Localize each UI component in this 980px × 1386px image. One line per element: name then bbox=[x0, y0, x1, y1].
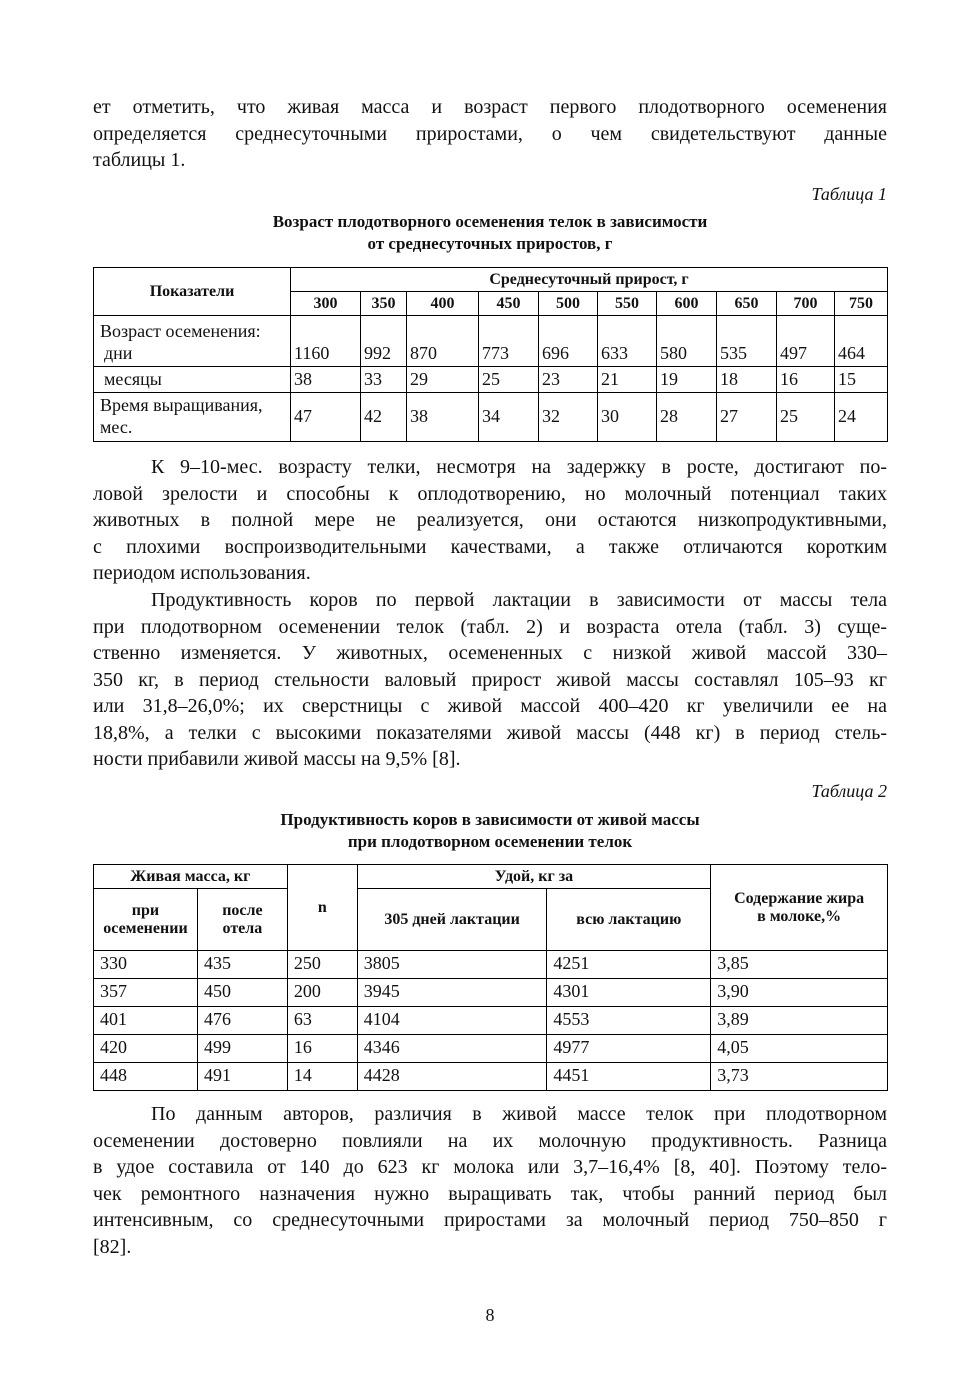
header-line: отела bbox=[222, 919, 263, 937]
cell: 24 bbox=[835, 393, 888, 442]
cell: 23 bbox=[539, 367, 598, 393]
cell: 464 bbox=[835, 316, 888, 367]
table1-caption: Таблица 1 bbox=[811, 184, 887, 204]
cell: 535 bbox=[717, 316, 777, 367]
paragraph-3 bbox=[93, 587, 887, 773]
cell: 4,05 bbox=[711, 1035, 888, 1063]
cell: 30 bbox=[598, 393, 657, 442]
cell: 3945 bbox=[357, 979, 547, 1007]
column-header: 700 bbox=[777, 292, 835, 316]
table1-title bbox=[93, 211, 887, 255]
cell: 4428 bbox=[357, 1063, 547, 1091]
row-label bbox=[94, 367, 291, 393]
text-line: К 9–10-мес. возрасту телки, несмотря на задержку в росте, достигают по- bbox=[151, 456, 887, 478]
row-header: Показатели bbox=[94, 268, 291, 316]
column-header: 750 bbox=[835, 292, 888, 316]
cell: 435 bbox=[197, 951, 287, 979]
table2-caption: Таблица 2 bbox=[811, 781, 887, 801]
column-header: 500 bbox=[539, 292, 598, 316]
cell: 773 bbox=[479, 316, 539, 367]
cell: 4251 bbox=[547, 951, 711, 979]
column-header: 650 bbox=[717, 292, 777, 316]
cell: 3805 bbox=[357, 951, 547, 979]
live-mass-header: Живая масса, кг bbox=[94, 865, 288, 889]
n-header: n bbox=[287, 865, 357, 951]
text-line: периодом использования. bbox=[93, 562, 311, 584]
cell: 34 bbox=[479, 393, 539, 442]
text-line: таблицы 1. bbox=[93, 149, 186, 171]
cell: 3,73 bbox=[711, 1063, 888, 1091]
cell: 633 bbox=[598, 316, 657, 367]
title-line: при плодотворном осеменении телок bbox=[347, 832, 633, 851]
table-row bbox=[94, 1063, 888, 1091]
text-line: ет отметить, что живая масса и возраст первого плодотворного осеменения bbox=[93, 96, 887, 118]
column-header: 350 bbox=[361, 292, 407, 316]
text-line: ственно изменяется. У животных, осемененных с низкой живой массой 330– bbox=[93, 642, 887, 664]
table-row bbox=[94, 951, 888, 979]
text-line: Продуктивность коров по первой лактации в зависимости от массы тела bbox=[151, 589, 887, 611]
cell: 992 bbox=[361, 316, 407, 367]
column-header: 600 bbox=[657, 292, 717, 316]
cell: 18 bbox=[717, 367, 777, 393]
cell: 4977 bbox=[547, 1035, 711, 1063]
title-line: Продуктивность коров в зависимости от живой массы bbox=[280, 810, 700, 829]
cell: 15 bbox=[835, 367, 888, 393]
cell: 448 bbox=[94, 1063, 198, 1091]
header-line: осеменении bbox=[103, 919, 188, 937]
cell: 491 bbox=[197, 1063, 287, 1091]
paragraph-1 bbox=[93, 94, 887, 174]
cell: 497 bbox=[777, 316, 835, 367]
cell: 25 bbox=[479, 367, 539, 393]
text-line: По данным авторов, различия в живой массе телок при плодотворном bbox=[151, 1103, 887, 1125]
whole-lactation-header: всю лактацию bbox=[547, 889, 711, 951]
at-insemination-header bbox=[94, 889, 198, 951]
paragraph-4 bbox=[93, 1101, 887, 1260]
cell: 63 bbox=[287, 1007, 357, 1035]
cell: 357 bbox=[94, 979, 198, 1007]
title-line: от среднесуточных приростов, г bbox=[367, 234, 613, 253]
cell: 27 bbox=[717, 393, 777, 442]
after-calving-header bbox=[197, 889, 287, 951]
text-line: осеменении достоверно повлияли на их молочную продуктивность. Разница bbox=[93, 1129, 887, 1152]
column-header: 450 bbox=[479, 292, 539, 316]
table-row bbox=[94, 1007, 888, 1035]
cell: 3,90 bbox=[711, 979, 888, 1007]
title-line: Возраст плодотворного осеменения телок в зависимости bbox=[272, 212, 708, 231]
cell: 28 bbox=[657, 393, 717, 442]
header-line: после bbox=[222, 901, 263, 919]
cell: 870 bbox=[407, 316, 479, 367]
table-row bbox=[94, 367, 888, 393]
cell: 401 bbox=[94, 1007, 198, 1035]
row-label-line: Время выращивания, bbox=[100, 395, 263, 415]
table2-title bbox=[93, 809, 887, 853]
table2 bbox=[93, 864, 888, 1091]
text-line: животных в полной мере не реализуется, они остаются низкопродуктивными, bbox=[93, 509, 887, 531]
cell: 19 bbox=[657, 367, 717, 393]
column-header: 550 bbox=[598, 292, 657, 316]
cell: 38 bbox=[407, 393, 479, 442]
fat-header-line: Содержание жира bbox=[734, 889, 865, 907]
cell: 42 bbox=[361, 393, 407, 442]
text-line: определяется среднесуточными приростами, о чем свидетельствуют данные bbox=[93, 122, 887, 145]
cell: 4301 bbox=[547, 979, 711, 1007]
column-header: 400 bbox=[407, 292, 479, 316]
table-row bbox=[94, 1035, 888, 1063]
row-label-line: месяцы bbox=[104, 369, 162, 389]
page-number: 8 bbox=[485, 1305, 495, 1325]
text-line: [82]. bbox=[93, 1235, 132, 1258]
group-header: Среднесуточный прирост, г bbox=[291, 268, 888, 292]
cell: 4553 bbox=[547, 1007, 711, 1035]
cell: 250 bbox=[287, 951, 357, 979]
cell: 25 bbox=[777, 393, 835, 442]
cell: 330 bbox=[94, 951, 198, 979]
table-row bbox=[94, 393, 888, 442]
text-line: интенсивным, со среднесуточными приростами за молочный период 750–850 г bbox=[93, 1209, 887, 1231]
yield-header: Удой, кг за bbox=[357, 865, 710, 889]
row-label-line: мес. bbox=[100, 417, 133, 437]
row-label bbox=[94, 393, 291, 442]
cell: 4451 bbox=[547, 1063, 711, 1091]
fat-header bbox=[711, 865, 888, 951]
cell: 3,85 bbox=[711, 951, 888, 979]
text-line: ности прибавили живой массы на 9,5% [8]. bbox=[93, 748, 461, 770]
row-label-line: дни bbox=[104, 343, 133, 363]
table1 bbox=[93, 267, 888, 442]
cell: 16 bbox=[777, 367, 835, 393]
cell: 4104 bbox=[357, 1007, 547, 1035]
header-line: при bbox=[131, 901, 160, 919]
fat-header-line: в молоке,% bbox=[757, 907, 842, 925]
cell: 696 bbox=[539, 316, 598, 367]
cell: 32 bbox=[539, 393, 598, 442]
cell: 33 bbox=[361, 367, 407, 393]
paragraph-2 bbox=[93, 454, 887, 587]
text-line: или 31,8–26,0%; их сверстницы с живой массой 400–420 кг увеличили ее на bbox=[93, 695, 887, 717]
cell: 580 bbox=[657, 316, 717, 367]
cell: 200 bbox=[287, 979, 357, 1007]
text-line: ловой зрелости и способны к оплодотворению, но молочный потенциал таких bbox=[93, 482, 887, 505]
cell: 38 bbox=[291, 367, 361, 393]
cell: 420 bbox=[94, 1035, 198, 1063]
cell: 16 bbox=[287, 1035, 357, 1063]
cell: 499 bbox=[197, 1035, 287, 1063]
table-row bbox=[94, 316, 888, 367]
cell: 476 bbox=[197, 1007, 287, 1035]
cell: 1160 bbox=[291, 316, 361, 367]
row-label bbox=[94, 316, 291, 367]
cell: 29 bbox=[407, 367, 479, 393]
text-line: с плохими воспроизводительными качествами, а также отличаются коротким bbox=[93, 535, 887, 558]
table-row bbox=[94, 979, 888, 1007]
row-label-line: Возраст осеменения: bbox=[100, 321, 261, 341]
text-line: 18,8%, а телки с высокими показателями живой массы (448 кг) в период стель- bbox=[93, 721, 887, 744]
text-line: чек ремонтного назначения нужно выращивать так, чтобы ранний период был bbox=[93, 1182, 887, 1205]
cell: 47 bbox=[291, 393, 361, 442]
cell: 3,89 bbox=[711, 1007, 888, 1035]
cell: 14 bbox=[287, 1063, 357, 1091]
column-header: 300 bbox=[291, 292, 361, 316]
cell: 450 bbox=[197, 979, 287, 1007]
text-line: при плодотворном осеменении телок (табл. 2) и возраста отела (табл. 3) суще- bbox=[93, 615, 887, 638]
text-line: 350 кг, в период стельности валовый прирост живой массы составлял 105–93 кг bbox=[93, 668, 887, 691]
cell: 21 bbox=[598, 367, 657, 393]
cell: 4346 bbox=[357, 1035, 547, 1063]
days305-header: 305 дней лактации bbox=[357, 889, 547, 951]
text-line: в удое составила от 140 до 623 кг молока или 3,7–16,4% [8, 40]. Поэтому тело- bbox=[93, 1156, 887, 1178]
